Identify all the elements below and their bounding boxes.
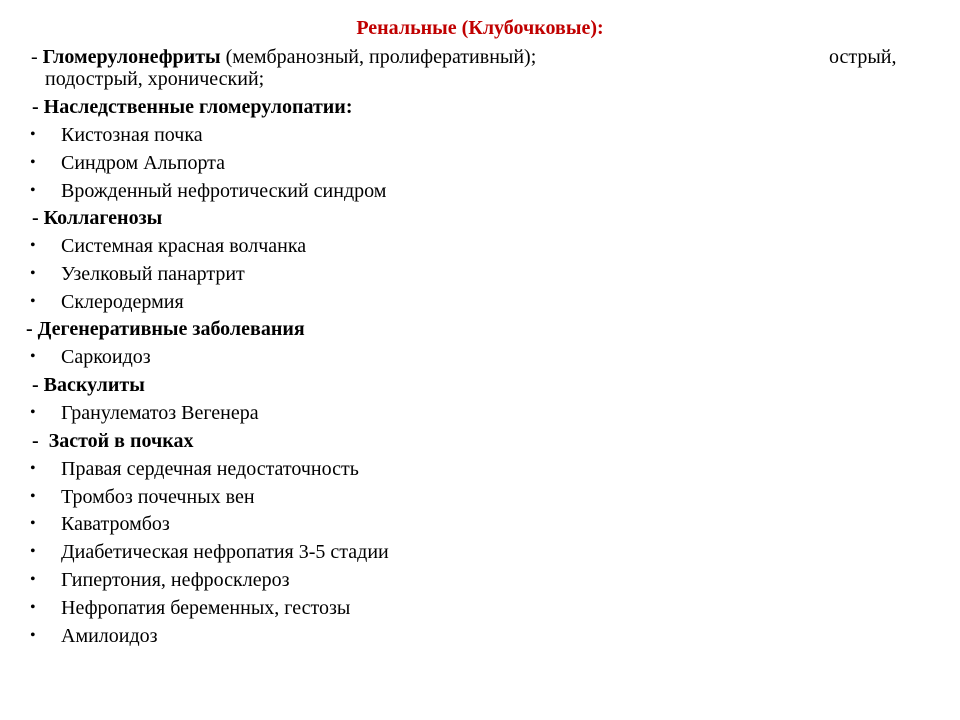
bullet-icon: • xyxy=(30,627,36,644)
list-item: Кистозная почка xyxy=(61,124,203,146)
section-header-congestion: - Застой в почках xyxy=(32,430,194,452)
glomerulonephritis-detail: (мембранозный, пролиферативный); xyxy=(220,46,537,68)
section-header-hereditary: - Наследственные гломерулопатии: xyxy=(32,96,353,118)
bullet-icon: • xyxy=(30,265,36,282)
bullet-icon: • xyxy=(30,154,36,171)
bullet-icon: • xyxy=(30,599,36,616)
bullet-icon: • xyxy=(30,348,36,365)
bullet-icon: • xyxy=(30,460,36,477)
glomerulonephritis-line xyxy=(31,46,536,68)
bullet-icon: • xyxy=(30,293,36,310)
list-item: Системная красная волчанка xyxy=(61,235,307,257)
bullet-icon: • xyxy=(30,571,36,588)
list-item: Врожденный нефротический синдром xyxy=(61,180,387,202)
glomerulonephritis-acute: острый, xyxy=(829,46,897,68)
page-title: Ренальные (Клубочковые): xyxy=(356,17,604,39)
list-item: Склеродермия xyxy=(61,291,184,313)
list-item: Диабетическая нефропатия 3-5 стадии xyxy=(61,541,389,563)
section-header-vasculitis: - Васкулиты xyxy=(32,374,145,396)
bullet-icon: • xyxy=(30,404,36,421)
bullet-icon: • xyxy=(30,488,36,505)
list-item: Амилоидоз xyxy=(61,625,158,647)
list-item: Гранулематоз Вегенера xyxy=(61,402,259,424)
list-item: Тромбоз почечных вен xyxy=(61,486,255,508)
section-header-degenerative: - Дегенеративные заболевания xyxy=(26,318,305,340)
list-item: Нефропатия беременных, гестозы xyxy=(61,597,351,619)
bullet-icon: • xyxy=(30,515,36,532)
bullet-icon: • xyxy=(30,182,36,199)
list-item: Синдром Альпорта xyxy=(61,152,226,174)
list-item: Каватромбоз xyxy=(61,513,170,535)
bullet-icon: • xyxy=(30,126,36,143)
glomerulonephritis-name: Гломерулонефриты xyxy=(42,46,221,68)
bullet-icon: • xyxy=(30,237,36,254)
glomerulonephritis-prefix: - xyxy=(31,46,43,68)
section-header-collagenoses: - Коллагенозы xyxy=(32,207,163,229)
list-item: Узелковый панартрит xyxy=(61,263,245,285)
list-item: Правая сердечная недостаточность xyxy=(61,458,359,480)
list-item: Саркоидоз xyxy=(61,346,151,368)
bullet-icon: • xyxy=(30,543,36,560)
glomerulonephritis-continuation: подострый, хронический; xyxy=(45,68,265,90)
list-item: Гипертония, нефросклероз xyxy=(61,569,290,591)
